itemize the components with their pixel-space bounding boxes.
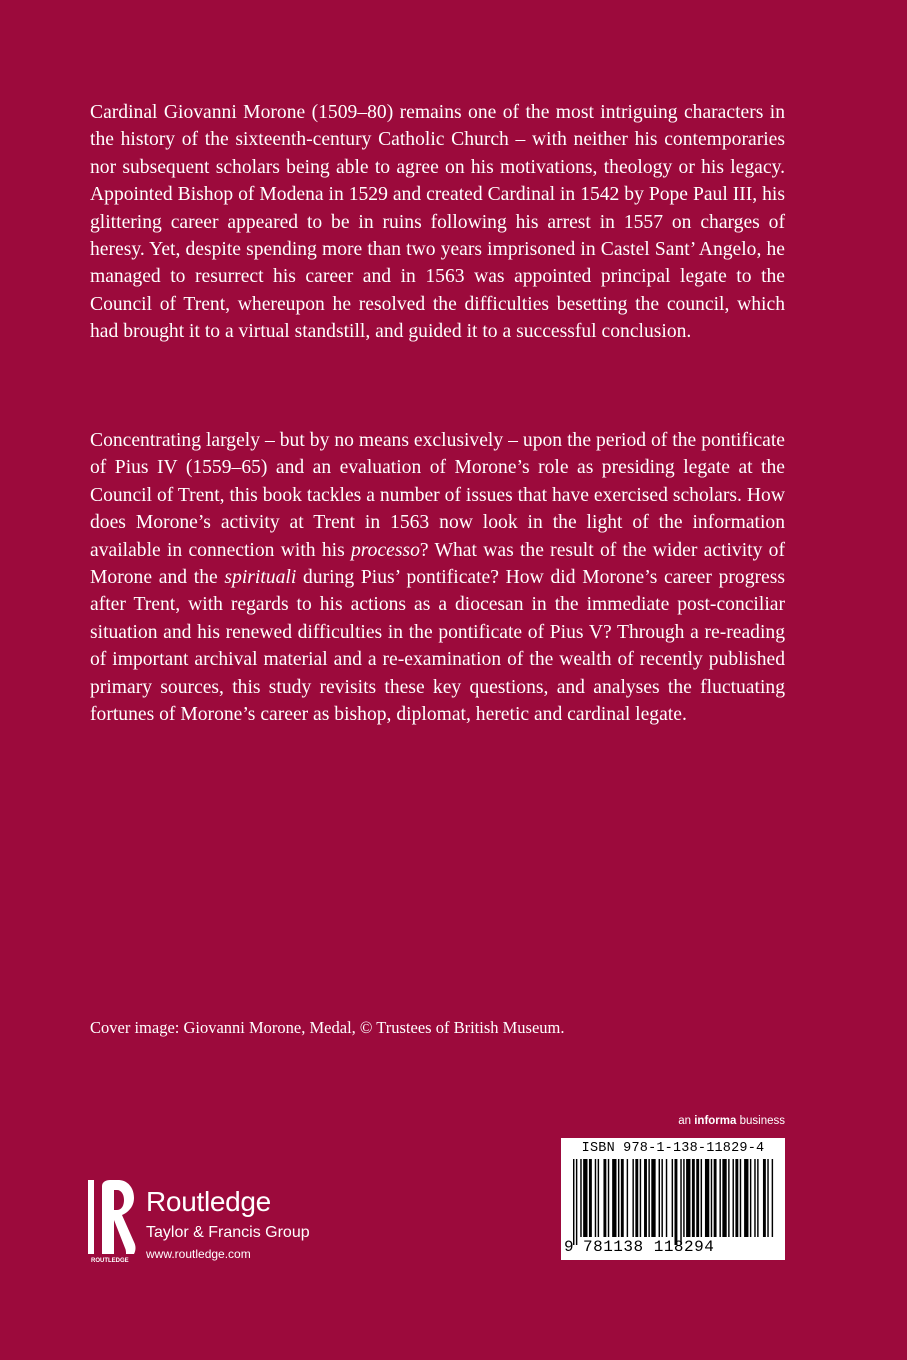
- barcode-bar: [711, 1159, 712, 1237]
- barcode-bar: [750, 1159, 751, 1237]
- informa-brand: informa: [694, 1115, 737, 1127]
- ean-first-digit: 9: [564, 1238, 574, 1256]
- barcode-bar: [701, 1159, 702, 1237]
- barcode-bar: [740, 1159, 741, 1237]
- barcode-bar: [728, 1159, 729, 1237]
- barcode-bar: [589, 1159, 592, 1237]
- barcode-bar: [735, 1159, 738, 1237]
- barcode-bar: [733, 1159, 734, 1237]
- barcode-bar: [576, 1159, 577, 1245]
- barcode-bar: [772, 1159, 773, 1237]
- barcode-bar: [692, 1159, 695, 1237]
- informa-prefix: an: [678, 1115, 695, 1127]
- barcode-bar: [612, 1159, 616, 1237]
- barcode-bar: [640, 1159, 641, 1237]
- blurb-p2-text-2: ? What was the result of the wider activity of Morone and the: [90, 539, 785, 589]
- barcode-bar: [714, 1159, 717, 1237]
- blurb-p2-text-3: during Pius’ pontificate? How did Morone’s career progress after Trent, with regards to his actions as a diocesan in the immediate post-conciliar situation and his renewed difficulties in the pontificate of Pius V? Through a re-reading of important archival material and a re-examination of the wealth of recently published primary sources, this study revisits these key questions, and analyses the fluctuating fortunes of Morone’s career as bishop, diplomat, heretic and cardinal legate.: [90, 567, 785, 726]
- barcode-bar: [627, 1159, 628, 1237]
- routledge-r-icon: [88, 1180, 138, 1266]
- blurb-p2-text-1: Concentrating largely – but by no means exclusively – upon the period of the pontificate of Pius IV (1559–65) and an evaluation of Morone’s role as presiding legate at the Council of Trent, this book tackles a number of issues that have exercised scholars. How does Morone’s activity at Trent in 1563 now look in the light of the information available in connection with his: [90, 430, 785, 561]
- isbn-barcode: [561, 1138, 785, 1260]
- blurb-paragraph-1: Cardinal Giovanni Morone (1509–80) remains one of the most intriguing characters in the history of the sixteenth-century Catholic Church – with neither his contemporaries nor subsequent scholars being able to agree on his motivations, theology or his legacy. Appointed Bishop of Modena in 1529 and created Cardinal in 1542 by Pope Paul III, his glittering career appeared to be in ruins following his arrest in 1557 on charges of heresy. Yet, despite spending more than two years imprisoned in Castel Sant’ Angelo, he managed to resurrect his career and in 1563 was appointed principal legate to the Council of Trent, whereupon he resolved the difficulties besetting the council, which had brought it to a virtual standstill, and guided it to a successful conclusion.: [90, 102, 785, 343]
- informa-business-tagline: [678, 1114, 785, 1128]
- barcode-bar: [618, 1159, 619, 1237]
- barcode-bar: [661, 1159, 662, 1237]
- blurb-p2-italic-processo: processo: [350, 539, 420, 561]
- barcode-bars: [569, 1159, 777, 1245]
- barcode-bar: [705, 1159, 709, 1237]
- barcode-bar: [763, 1159, 766, 1237]
- publisher-url[interactable]: www.routledge.com: [146, 1247, 251, 1261]
- barcode-bar: [683, 1159, 684, 1237]
- publisher-group: Taylor & Francis Group: [146, 1224, 310, 1241]
- barcode-bar: [603, 1159, 606, 1237]
- cover-image-credit: Cover image: Giovanni Morone, Medal, © Trustees of British Museum.: [90, 1018, 565, 1037]
- barcode-bar: [675, 1159, 678, 1245]
- informa-suffix: business: [736, 1115, 785, 1127]
- barcode-bar: [757, 1159, 758, 1237]
- barcode-bar: [644, 1159, 647, 1237]
- publisher-logo: [88, 1180, 348, 1266]
- barcode-bar: [573, 1159, 574, 1245]
- blurb-p2-italic-spirituali: spirituali: [224, 567, 297, 589]
- barcode-bar: [744, 1159, 748, 1237]
- barcode-bar: [696, 1159, 699, 1237]
- barcode-bar: [719, 1159, 720, 1237]
- barcode-bar: [686, 1159, 690, 1237]
- publisher-name: Routledge: [146, 1186, 271, 1217]
- barcode-bar: [722, 1159, 726, 1237]
- barcode-bar: [583, 1159, 587, 1237]
- routledge-vertical-label: ROUTLEDGE: [91, 1258, 129, 1264]
- barcode-bar: [680, 1159, 681, 1245]
- barcode-bar: [632, 1159, 633, 1237]
- barcode-bar: [754, 1159, 755, 1237]
- isbn-label: ISBN 978-1-138-11829-4: [581, 1141, 765, 1156]
- ean-digits: 781138 118294: [583, 1238, 715, 1256]
- barcode-bar: [659, 1159, 660, 1237]
- barcode-bar: [621, 1159, 624, 1237]
- barcode-bar: [672, 1159, 673, 1237]
- barcode-bar: [666, 1159, 667, 1237]
- barcode-bar: [580, 1159, 581, 1237]
- barcode-bar: [648, 1159, 649, 1237]
- barcode-bar: [598, 1159, 599, 1237]
- barcode-bar: [635, 1159, 638, 1237]
- barcode-bar: [767, 1159, 768, 1237]
- barcode-bar: [651, 1159, 655, 1237]
- barcode-bar: [608, 1159, 609, 1237]
- barcode-bar: [595, 1159, 596, 1237]
- blurb-paragraph-2: [90, 427, 785, 728]
